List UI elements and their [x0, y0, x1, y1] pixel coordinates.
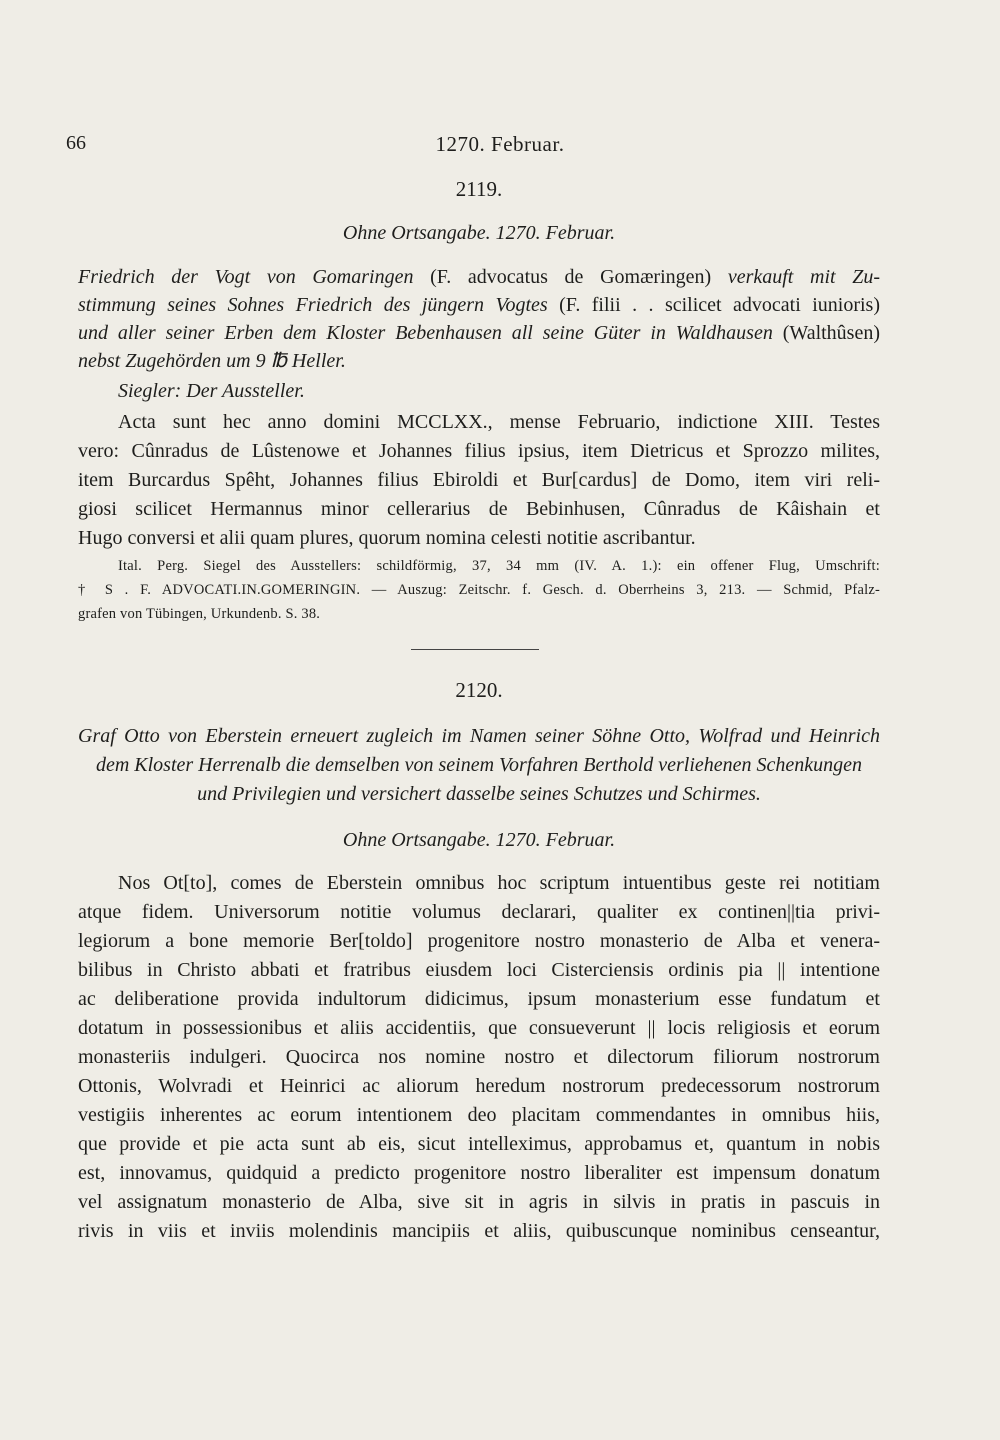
- text-2120-line: Nos Ot[to], comes de Eberstein omnibus hoc scriptum intuentibus geste rei notitiam: [118, 872, 880, 894]
- page-number: 66: [66, 132, 86, 154]
- text-2119-line: vero: Cûnradus de Lûstenowe et Johannes filius ipsius, item Dietricus et Sprozzo milites,: [78, 440, 880, 462]
- text-2120-line: monasteriis indulgeri. Quocirca nos nomine nostro et dilectorum filiorum nostrorum: [78, 1046, 880, 1068]
- italic-segment: stimmung seines Sohnes Friedrich des jüngern Vogtes: [78, 294, 548, 316]
- document-number-2120: 2120.: [455, 678, 503, 702]
- italic-segment: verkauft mit Zu-: [727, 266, 880, 288]
- text-2120-line: que provide et pie acta sunt ab eis, sicut intelleximus, approbamus et, quantum in nobis: [78, 1133, 880, 1155]
- summary-2120-line: dem Kloster Herrenalb die demselben von seinem Vorfahren Berthold verliehenen Schenkungen: [95, 754, 863, 776]
- text-2120-line: atque fidem. Universorum notitie volumus declarari, qualiter ex continen||tia privi-: [78, 901, 880, 923]
- document-number-2119: 2119.: [455, 177, 503, 201]
- text-2120-line: legiorum a bone memorie Ber[toldo] progenitore nostro monasterio de Alba et venera-: [78, 930, 880, 952]
- text-2120-line: vel assignatum monasterio de Alba, sive sit in agris in silvis in pratis in pascuis in: [78, 1191, 880, 1213]
- italic-segment: und aller seiner Erben dem Kloster Bebenhausen all seine Güter in Waldhausen: [78, 322, 773, 344]
- summary-2119-line: [78, 347, 880, 375]
- note-2119-line: † S . F. ADVOCATI.IN.GOMERINGIN. — Auszug: Zeitschr. f. Gesch. d. Oberrheins 3, 213. — Schmid, Pfalz-: [78, 582, 880, 598]
- running-title: 1270. Februar.: [435, 132, 565, 156]
- text-2120-line: dotatum in possessionibus et aliis accidentiis, que consueverunt || locis religiosis et eorum: [78, 1017, 880, 1039]
- note-2119-line: grafen von Tübingen, Urkundenb. S. 38.: [78, 606, 321, 622]
- roman-segment: (F. advocatus de Gomæringen): [413, 266, 728, 288]
- summary-2120-line: Graf Otto von Eberstein erneuert zugleich im Namen seiner Söhne Otto, Wolfrad und Heinrich: [78, 725, 880, 747]
- summary-2119-line: [78, 263, 880, 291]
- dateline-2119: Ohne Ortsangabe. 1270. Februar.: [342, 222, 616, 244]
- text-2120-line: ac deliberatione provida indultorum didicimus, ipsum monasterium esse fundatum et: [78, 988, 880, 1010]
- summary-2119-line: [78, 319, 880, 347]
- italic-segment: nebst Zugehörden um 9 ℔ Heller.: [78, 350, 346, 372]
- text-2120-line: Ottonis, Wolvradi et Heinrici ac aliorum heredum nostrorum predecessorum nostrorum: [78, 1075, 880, 1097]
- roman-segment: (F. filii . . scilicet advocati iunioris): [547, 294, 880, 316]
- text-2119-line: Acta sunt hec anno domini MCCLXX., mense Februario, indictione XIII. Testes: [118, 411, 880, 433]
- italic-segment: Friedrich der Vogt von Gomaringen: [78, 266, 414, 288]
- text-2120-line: bilibus in Christo abbati et fratribus eiusdem loci Cisterciensis ordinis pia || intentione: [78, 959, 880, 981]
- dateline-2120: Ohne Ortsangabe. 1270. Februar.: [342, 829, 616, 851]
- sealer-line: Siegler: Der Aussteller.: [118, 380, 305, 402]
- text-2119-line: giosi scilicet Hermannus minor cellerarius de Bebinhusen, Cûnradus de Kâishain et: [78, 498, 880, 520]
- summary-2120-line: und Privilegien und versichert dasselbe seines Schutzes und Schirmes.: [197, 783, 761, 805]
- summary-2119-line: [78, 291, 880, 319]
- note-2119-line: Ital. Perg. Siegel des Ausstellers: schildförmig, 37, 34 mm (IV. A. 1.): ein offener Flug, Umschrift:: [118, 558, 880, 574]
- text-2119-line: item Burcardus Spêht, Johannes filius Ebiroldi et Bur[cardus] de Domo, item viri reli-: [78, 469, 880, 491]
- text-2120-line: est, innovamus, quidquid a predicto progenitore nostro liberaliter est impensum donatum: [78, 1162, 880, 1184]
- roman-segment: (Walthûsen): [772, 322, 880, 344]
- text-2119-line: Hugo conversi et alii quam plures, quorum nomina celesti notitie ascribantur.: [78, 527, 696, 549]
- text-2120-line: vestigiis inherentes ac eorum intentionem deo placitam commendantes in omnibus hiis,: [78, 1104, 880, 1126]
- section-divider: [411, 649, 539, 650]
- text-2120-line: rivis in viis et inviis molendinis mancipiis et aliis, quibuscunque nominibus censeantur,: [78, 1220, 880, 1242]
